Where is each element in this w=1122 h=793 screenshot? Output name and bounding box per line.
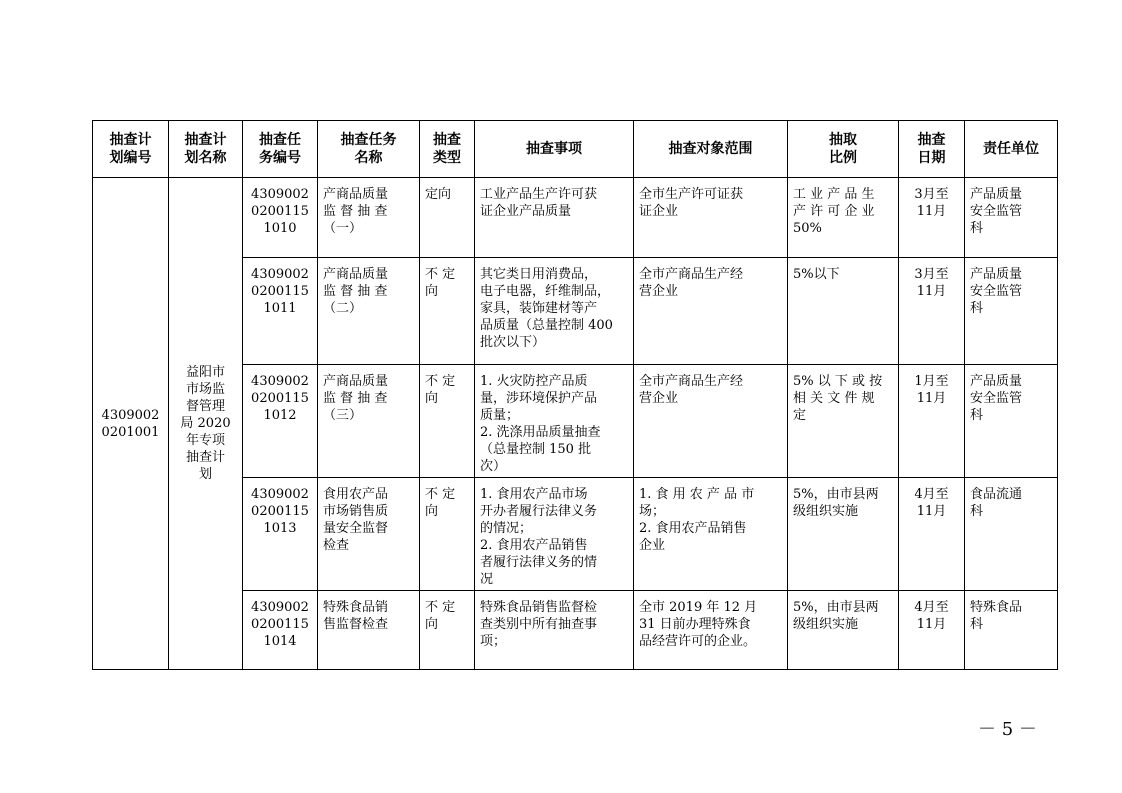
text-line: 科: [970, 617, 984, 632]
text-line: 开办者履行法律义务: [480, 504, 598, 519]
text-line: 向: [425, 284, 439, 299]
task-name-cell: [318, 178, 420, 258]
text-line: 者履行法律义务的情: [480, 555, 598, 570]
text-line: 4309002: [251, 267, 309, 282]
text-line: 安全监管: [970, 391, 1023, 406]
text-line: 证企业产品质量: [480, 204, 572, 219]
text-line: 1. 食用农产品市场: [480, 487, 588, 502]
header-cell: [788, 121, 899, 178]
text-line: 电子电器，纤维制品，: [480, 284, 611, 299]
inspection-date-cell: [899, 591, 965, 670]
text-line: 2. 洗涤用品质量抽查: [480, 425, 601, 440]
text-line: 比例: [829, 150, 857, 166]
inspection-scope-cell: [634, 258, 788, 365]
text-line: 划名称: [184, 150, 227, 166]
text-line: 不 定: [425, 374, 456, 389]
task-number-cell: [243, 591, 318, 670]
text-line: 安全监管: [970, 204, 1023, 219]
text-line: 划: [198, 467, 212, 482]
text-line: 抽取: [829, 132, 857, 148]
text-line: 年专项: [185, 433, 225, 448]
responsible-unit-cell: [965, 258, 1058, 365]
text-line: 0200115: [251, 391, 309, 406]
text-line: 日期: [917, 150, 946, 166]
text-line: 责任单位: [983, 141, 1039, 157]
text-line: （三）: [323, 408, 363, 423]
task-number-cell: [243, 178, 318, 258]
sampling-ratio-cell: [788, 591, 899, 670]
text-line: 全市 2019 年 12 月: [639, 600, 758, 615]
text-line: 监 督 抽 查: [323, 204, 388, 219]
text-line: 市场销售质: [323, 504, 389, 519]
text-line: 50%: [793, 221, 822, 236]
text-line: 食用农产品: [323, 487, 389, 502]
text-line: 相 关 文 件 规: [793, 391, 875, 406]
text-line: 1. 火灾防控产品质: [480, 374, 588, 389]
text-line: 营企业: [639, 284, 679, 299]
text-line: 抽查任务: [340, 132, 397, 148]
text-line: 产 许 可 企 业: [793, 204, 875, 219]
text-line: 科: [970, 301, 984, 316]
text-line: 5%以下: [793, 267, 840, 282]
text-line: 产商品质量: [323, 374, 389, 389]
text-line: 场；: [639, 504, 666, 519]
sampling-ratio-cell: [788, 258, 899, 365]
text-line: 1014: [263, 634, 297, 649]
responsible-unit-cell: [965, 365, 1058, 478]
text-line: 11月: [916, 617, 947, 632]
responsible-unit-cell: [965, 591, 1058, 670]
text-line: 产商品质量: [323, 187, 389, 202]
text-line: 11月: [916, 204, 947, 219]
text-line: 况: [480, 572, 494, 587]
text-line: 特殊食品销售监督检: [480, 600, 598, 615]
sampling-ratio-cell: [788, 178, 899, 258]
text-line: 产品质量: [970, 374, 1023, 389]
text-line: 工 业 产 品 生: [793, 187, 875, 202]
text-line: 4月至: [914, 600, 949, 615]
text-line: 次）: [480, 459, 507, 474]
text-line: 1月至: [914, 374, 949, 389]
text-line: （二）: [323, 301, 363, 316]
text-line: （总量控制 150 批: [480, 442, 592, 457]
text-line: 食品流通: [970, 487, 1023, 502]
text-line: 售监督检查: [323, 617, 389, 632]
text-line: 类型: [433, 150, 461, 166]
text-line: 4309002: [251, 600, 309, 615]
text-line: 不 定: [425, 267, 456, 282]
inspection-items-cell: [475, 258, 634, 365]
text-line: 抽查任: [259, 132, 301, 148]
text-line: 产商品质量: [323, 267, 389, 282]
text-line: 名称: [354, 150, 383, 166]
text-line: 1. 食 用 农 产 品 市: [639, 487, 755, 502]
text-line: 科: [970, 221, 984, 236]
inspection-type-cell: [420, 365, 475, 478]
text-line: 抽查计: [184, 132, 227, 148]
text-line: 3月至: [914, 267, 949, 282]
text-line: 查类别中所有抽查事: [480, 617, 598, 632]
text-line: 证企业: [639, 204, 679, 219]
text-line: 科: [970, 504, 984, 519]
text-line: 2. 食用农产品销售: [639, 521, 747, 536]
text-line: 0200115: [251, 204, 309, 219]
text-line: 全市生产许可证获: [639, 187, 744, 202]
sampling-ratio-cell: [788, 365, 899, 478]
text-line: 品质量（总量控制 400: [480, 318, 613, 333]
header-cell: [634, 121, 788, 178]
text-line: 产品质量: [970, 187, 1023, 202]
text-line: 监 督 抽 查: [323, 284, 388, 299]
text-line: 抽查事项: [526, 141, 582, 157]
text-line: 市场监: [185, 382, 225, 397]
responsible-unit-cell: [965, 478, 1058, 591]
text-line: 质量；: [480, 408, 520, 423]
text-line: 抽查计: [109, 132, 152, 148]
text-line: 5%，由市县两: [793, 600, 879, 615]
text-line: 其它类日用消费品，: [480, 267, 598, 282]
task-name-cell: [318, 365, 420, 478]
header-cell: [475, 121, 634, 178]
text-line: 督管理: [185, 399, 225, 414]
text-line: 全市产商品生产经: [639, 374, 744, 389]
text-line: 的情况；: [480, 521, 533, 536]
text-line: 品经营许可的企业。: [639, 634, 757, 649]
text-line: 务编号: [259, 150, 301, 166]
task-name-cell: [318, 258, 420, 365]
text-line: 4309002: [101, 407, 160, 423]
text-line: 0200115: [251, 617, 309, 632]
text-line: 向: [425, 617, 439, 632]
table-row: [93, 178, 1058, 258]
inspection-date-cell: [899, 478, 965, 591]
inspection-items-cell: [475, 178, 634, 258]
text-line: （一）: [323, 221, 363, 236]
text-line: 全市产商品生产经: [639, 267, 744, 282]
text-line: 监 督 抽 查: [323, 391, 388, 406]
inspection-items-cell: [475, 478, 634, 591]
text-line: 2. 食用农产品销售: [480, 538, 588, 553]
inspection-items-cell: [475, 591, 634, 670]
text-line: 11月: [916, 391, 947, 406]
header-cell: [169, 121, 243, 178]
text-line: 不 定: [425, 487, 456, 502]
inspection-type-cell: [420, 258, 475, 365]
inspection-plan-table: [92, 120, 1058, 670]
text-line: 营企业: [639, 391, 679, 406]
text-line: 3月至: [914, 187, 949, 202]
responsible-unit-cell: [965, 178, 1058, 258]
text-line: 11月: [916, 504, 947, 519]
task-number-cell: [243, 478, 318, 591]
text-line: 4309002: [251, 374, 309, 389]
text-line: 0200115: [251, 504, 309, 519]
text-line: 抽查: [917, 132, 946, 148]
text-line: 特殊食品销: [323, 600, 389, 615]
sampling-ratio-cell: [788, 478, 899, 591]
text-line: 1010: [263, 221, 297, 236]
text-line: 家具，装饰建材等产: [480, 301, 598, 316]
text-line: 量，涉环境保护产品: [480, 391, 598, 406]
table-body: [93, 178, 1058, 670]
inspection-date-cell: [899, 178, 965, 258]
text-line: 1011: [263, 301, 297, 316]
text-line: 科: [970, 408, 984, 423]
text-line: 11月: [916, 284, 947, 299]
header-cell: [318, 121, 420, 178]
task-name-cell: [318, 478, 420, 591]
plan-name-cell: [169, 178, 243, 670]
text-line: 4309002: [251, 487, 309, 502]
text-line: 检查: [323, 538, 350, 553]
page-number: － 5 －: [978, 719, 1037, 740]
task-number-cell: [243, 365, 318, 478]
inspection-date-cell: [899, 258, 965, 365]
header-cell: [93, 121, 169, 178]
text-line: 定: [793, 408, 807, 423]
header-cell: [243, 121, 318, 178]
text-line: 局 2020: [180, 416, 231, 431]
header-cell: [420, 121, 475, 178]
task-name-cell: [318, 591, 420, 670]
text-line: 不 定: [425, 600, 456, 615]
text-line: 1013: [263, 521, 297, 536]
text-line: 抽查对象范围: [668, 141, 753, 157]
table-header-row: [93, 121, 1058, 178]
text-line: 向: [425, 504, 439, 519]
text-line: 安全监管: [970, 284, 1023, 299]
text-line: 4月至: [914, 487, 949, 502]
text-line: 向: [425, 391, 439, 406]
inspection-type-cell: [420, 591, 475, 670]
header-cell: [899, 121, 965, 178]
text-line: 1012: [263, 408, 297, 423]
inspection-date-cell: [899, 365, 965, 478]
inspection-items-cell: [475, 365, 634, 478]
text-line: 量安全监督: [323, 521, 389, 536]
text-line: 5%，由市县两: [793, 487, 879, 502]
text-line: 0200115: [251, 284, 309, 299]
text-line: 工业产品生产许可获: [480, 187, 598, 202]
text-line: 级组织实施: [793, 504, 859, 519]
text-line: 抽查计: [185, 450, 225, 465]
text-line: 企业: [639, 538, 666, 553]
inspection-type-cell: [420, 478, 475, 591]
inspection-scope-cell: [634, 478, 788, 591]
text-line: 31 日前办理特殊食: [639, 617, 751, 632]
text-line: 5% 以 下 或 按: [793, 374, 883, 389]
inspection-scope-cell: [634, 591, 788, 670]
text-line: 项；: [480, 634, 507, 649]
text-line: 定向: [425, 187, 452, 202]
inspection-scope-cell: [634, 365, 788, 478]
text-line: 批次以下）: [480, 335, 546, 350]
header-cell: [965, 121, 1058, 178]
plan-number-cell: [93, 178, 169, 670]
task-number-cell: [243, 258, 318, 365]
text-line: 产品质量: [970, 267, 1023, 282]
text-line: 划编号: [109, 150, 152, 166]
text-line: 抽查: [433, 132, 461, 148]
text-line: 特殊食品: [970, 600, 1023, 615]
inspection-type-cell: [420, 178, 475, 258]
text-line: 4309002: [251, 187, 309, 202]
text-line: 益阳市: [185, 365, 225, 380]
inspection-scope-cell: [634, 178, 788, 258]
text-line: 级组织实施: [793, 617, 859, 632]
text-line: 0201001: [101, 424, 160, 440]
